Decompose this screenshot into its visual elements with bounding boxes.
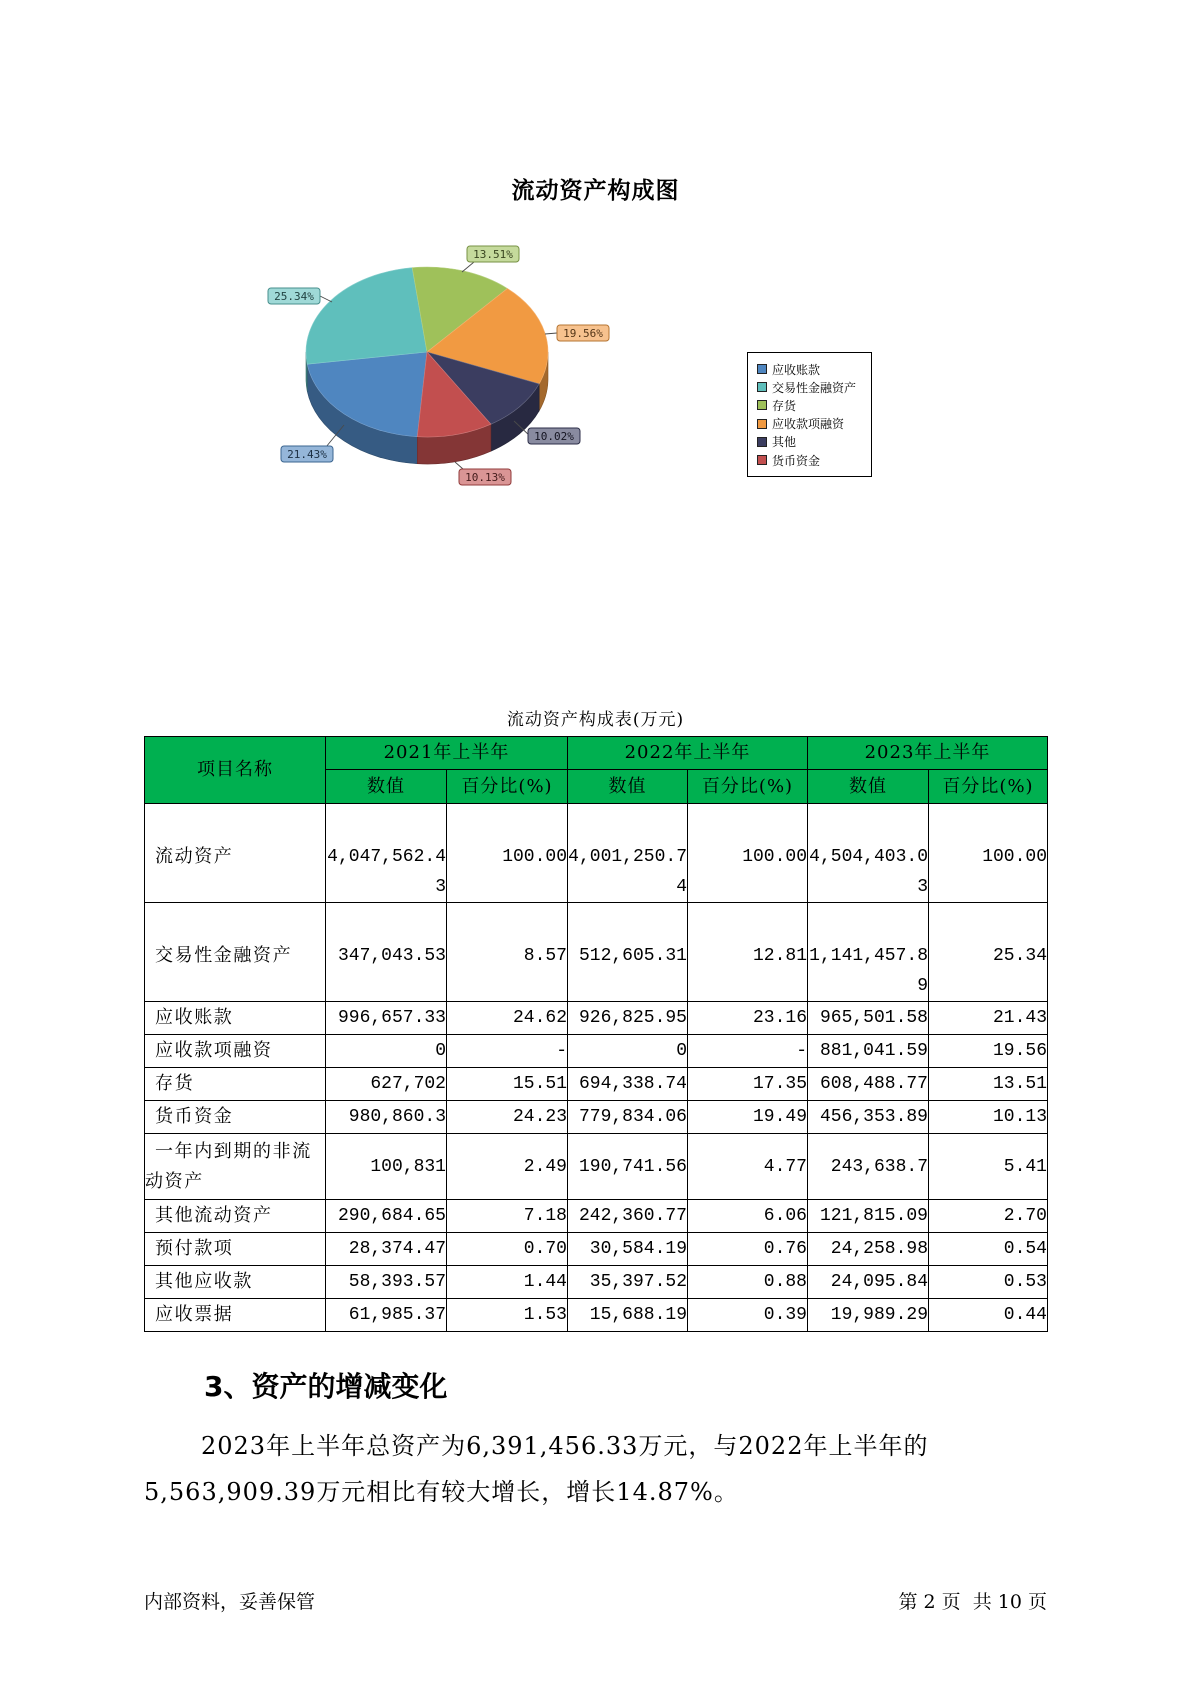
footer-page-number: 第 2 页 共 10 页 — [898, 1591, 1047, 1613]
percent-cell: 24.62 — [447, 1002, 568, 1035]
chart-legend — [747, 352, 872, 477]
row-label: 流动资产 — [145, 804, 326, 903]
pie-leader-line — [320, 296, 332, 302]
legend-item — [757, 397, 796, 413]
legend-swatch — [757, 437, 767, 447]
percent-cell: 5.41 — [929, 1134, 1048, 1200]
row-label: 应收款项融资 — [145, 1035, 326, 1068]
row-label: 应收票据 — [145, 1299, 326, 1332]
value-cell: 1,141,457.89 — [808, 903, 929, 1002]
pie-data-label: 25.34% — [274, 290, 314, 303]
pie-slice — [306, 268, 427, 365]
value-cell: 100,831 — [326, 1134, 447, 1200]
row-label: 其他应收款 — [145, 1266, 326, 1299]
section-heading: 3、资产的增减变化 — [204, 1370, 448, 1403]
legend-label: 应收款项融资 — [772, 417, 845, 432]
pie-data-label: 10.13% — [465, 471, 505, 484]
value-cell: 190,741.56 — [568, 1134, 688, 1200]
row-label: 存货 — [145, 1068, 326, 1101]
percent-cell: 1.44 — [447, 1266, 568, 1299]
table-row — [145, 1035, 1048, 1068]
percent-cell: 0.54 — [929, 1233, 1048, 1266]
table-row — [145, 1134, 1048, 1200]
table-row — [145, 903, 1048, 1002]
value-cell: 512,605.31 — [568, 903, 688, 1002]
value-cell: 608,488.77 — [808, 1068, 929, 1101]
percent-cell: - — [447, 1035, 568, 1068]
table-row — [145, 1233, 1048, 1266]
header-value: 数值 — [568, 770, 688, 804]
pie-slices — [306, 267, 548, 437]
value-cell: 926,825.95 — [568, 1002, 688, 1035]
legend-item — [757, 452, 820, 468]
percent-cell: 4.77 — [688, 1134, 808, 1200]
pie-leader-line — [462, 262, 474, 272]
value-cell: 30,584.19 — [568, 1233, 688, 1266]
value-cell: 0 — [568, 1035, 688, 1068]
legend-swatch — [757, 382, 767, 392]
value-cell: 61,985.37 — [326, 1299, 447, 1332]
value-cell: 35,397.52 — [568, 1266, 688, 1299]
value-cell: 4,047,562.43 — [326, 804, 447, 903]
legend-label: 交易性金融资产 — [772, 380, 857, 395]
percent-cell: 17.35 — [688, 1068, 808, 1101]
header-year-2022: 2022年上半年 — [568, 737, 808, 770]
percent-cell: 0.39 — [688, 1299, 808, 1332]
legend-swatch — [757, 419, 767, 429]
value-cell: 779,834.06 — [568, 1101, 688, 1134]
value-cell: 24,095.84 — [808, 1266, 929, 1299]
row-label: 一年内到期的非流动资产 — [145, 1134, 326, 1200]
percent-cell: 7.18 — [447, 1200, 568, 1233]
percent-cell: 0.70 — [447, 1233, 568, 1266]
header-percent: 百分比(%) — [688, 770, 808, 804]
pie-chart — [0, 0, 1191, 560]
table-row — [145, 1068, 1048, 1101]
legend-label: 应收账款 — [772, 362, 821, 377]
row-label: 其他流动资产 — [145, 1200, 326, 1233]
table-body — [145, 804, 1048, 1332]
header-value: 数值 — [326, 770, 447, 804]
percent-cell: 0.88 — [688, 1266, 808, 1299]
percent-cell: 100.00 — [929, 804, 1048, 903]
percent-cell: 24.23 — [447, 1101, 568, 1134]
value-cell: 996,657.33 — [326, 1002, 447, 1035]
percent-cell: 2.70 — [929, 1200, 1048, 1233]
header-year-2023: 2023年上半年 — [808, 737, 1048, 770]
pie-data-label: 10.02% — [534, 430, 574, 443]
percent-cell: 21.43 — [929, 1002, 1048, 1035]
table-row — [145, 1101, 1048, 1134]
legend-item — [757, 361, 820, 377]
percent-cell: 25.34 — [929, 903, 1048, 1002]
header-value: 数值 — [808, 770, 929, 804]
percent-cell: 19.56 — [929, 1035, 1048, 1068]
header-item-name: 项目名称 — [145, 737, 326, 804]
header-percent: 百分比(%) — [929, 770, 1048, 804]
pie-data-label: 13.51% — [473, 248, 513, 261]
percent-cell: 13.51 — [929, 1068, 1048, 1101]
table-row — [145, 1200, 1048, 1233]
percent-cell: 100.00 — [447, 804, 568, 903]
value-cell: 456,353.89 — [808, 1101, 929, 1134]
value-cell: 627,702 — [326, 1068, 447, 1101]
pie-data-label: 21.43% — [287, 448, 327, 461]
percent-cell: 23.16 — [688, 1002, 808, 1035]
value-cell: 347,043.53 — [326, 903, 447, 1002]
value-cell: 694,338.74 — [568, 1068, 688, 1101]
value-cell: 0 — [326, 1035, 447, 1068]
percent-cell: 0.44 — [929, 1299, 1048, 1332]
value-cell: 4,504,403.03 — [808, 804, 929, 903]
percent-cell: - — [688, 1035, 808, 1068]
legend-swatch — [757, 364, 767, 374]
legend-item — [757, 434, 796, 450]
legend-item — [757, 416, 844, 432]
legend-item — [757, 379, 856, 395]
pie-data-label: 19.56% — [563, 327, 603, 340]
percent-cell: 10.13 — [929, 1101, 1048, 1134]
percent-cell: 6.06 — [688, 1200, 808, 1233]
percent-cell: 19.49 — [688, 1101, 808, 1134]
value-cell: 28,374.47 — [326, 1233, 447, 1266]
header-percent: 百分比(%) — [447, 770, 568, 804]
value-cell: 980,860.3 — [326, 1101, 447, 1134]
paragraph-line: 5,563,909.39万元相比有较大增长，增长14.87%。 — [144, 1478, 739, 1506]
row-label: 应收账款 — [145, 1002, 326, 1035]
percent-cell: 15.51 — [447, 1068, 568, 1101]
legend-label: 存货 — [772, 398, 797, 413]
table-header-row — [145, 737, 1048, 770]
header-year-2021: 2021年上半年 — [326, 737, 568, 770]
chart-title: 流动资产构成图 — [511, 178, 680, 204]
row-label: 交易性金融资产 — [145, 903, 326, 1002]
percent-cell: 100.00 — [688, 804, 808, 903]
value-cell: 243,638.7 — [808, 1134, 929, 1200]
percent-cell: 0.53 — [929, 1266, 1048, 1299]
body-paragraph — [144, 1423, 1047, 1515]
pie-leader-line — [545, 333, 557, 334]
value-cell: 290,684.65 — [326, 1200, 447, 1233]
value-cell: 24,258.98 — [808, 1233, 929, 1266]
value-cell: 4,001,250.74 — [568, 804, 688, 903]
table-row — [145, 1002, 1048, 1035]
table-row — [145, 1266, 1048, 1299]
table-row — [145, 1299, 1048, 1332]
footer-confidential-note: 内部资料，妥善保管 — [144, 1591, 316, 1613]
table-caption: 流动资产构成表(万元) — [506, 710, 685, 730]
value-cell: 881,041.59 — [808, 1035, 929, 1068]
value-cell: 965,501.58 — [808, 1002, 929, 1035]
value-cell: 121,815.09 — [808, 1200, 929, 1233]
table-row — [145, 804, 1048, 903]
value-cell: 242,360.77 — [568, 1200, 688, 1233]
percent-cell: 1.53 — [447, 1299, 568, 1332]
legend-swatch — [757, 455, 767, 465]
percent-cell: 12.81 — [688, 903, 808, 1002]
percent-cell: 2.49 — [447, 1134, 568, 1200]
value-cell: 58,393.57 — [326, 1266, 447, 1299]
value-cell: 19,989.29 — [808, 1299, 929, 1332]
percent-cell: 0.76 — [688, 1233, 808, 1266]
legend-label: 货币资金 — [772, 453, 821, 468]
legend-swatch — [757, 400, 767, 410]
percent-cell: 8.57 — [447, 903, 568, 1002]
pie-leader-line — [455, 462, 463, 469]
row-label: 预付款项 — [145, 1233, 326, 1266]
paragraph-line: 2023年上半年总资产为6,391,456.33万元，与2022年上半年的 — [201, 1432, 929, 1460]
legend-label: 其他 — [772, 435, 797, 450]
value-cell: 15,688.19 — [568, 1299, 688, 1332]
row-label: 货币资金 — [145, 1101, 326, 1134]
current-assets-table — [144, 736, 1048, 1332]
